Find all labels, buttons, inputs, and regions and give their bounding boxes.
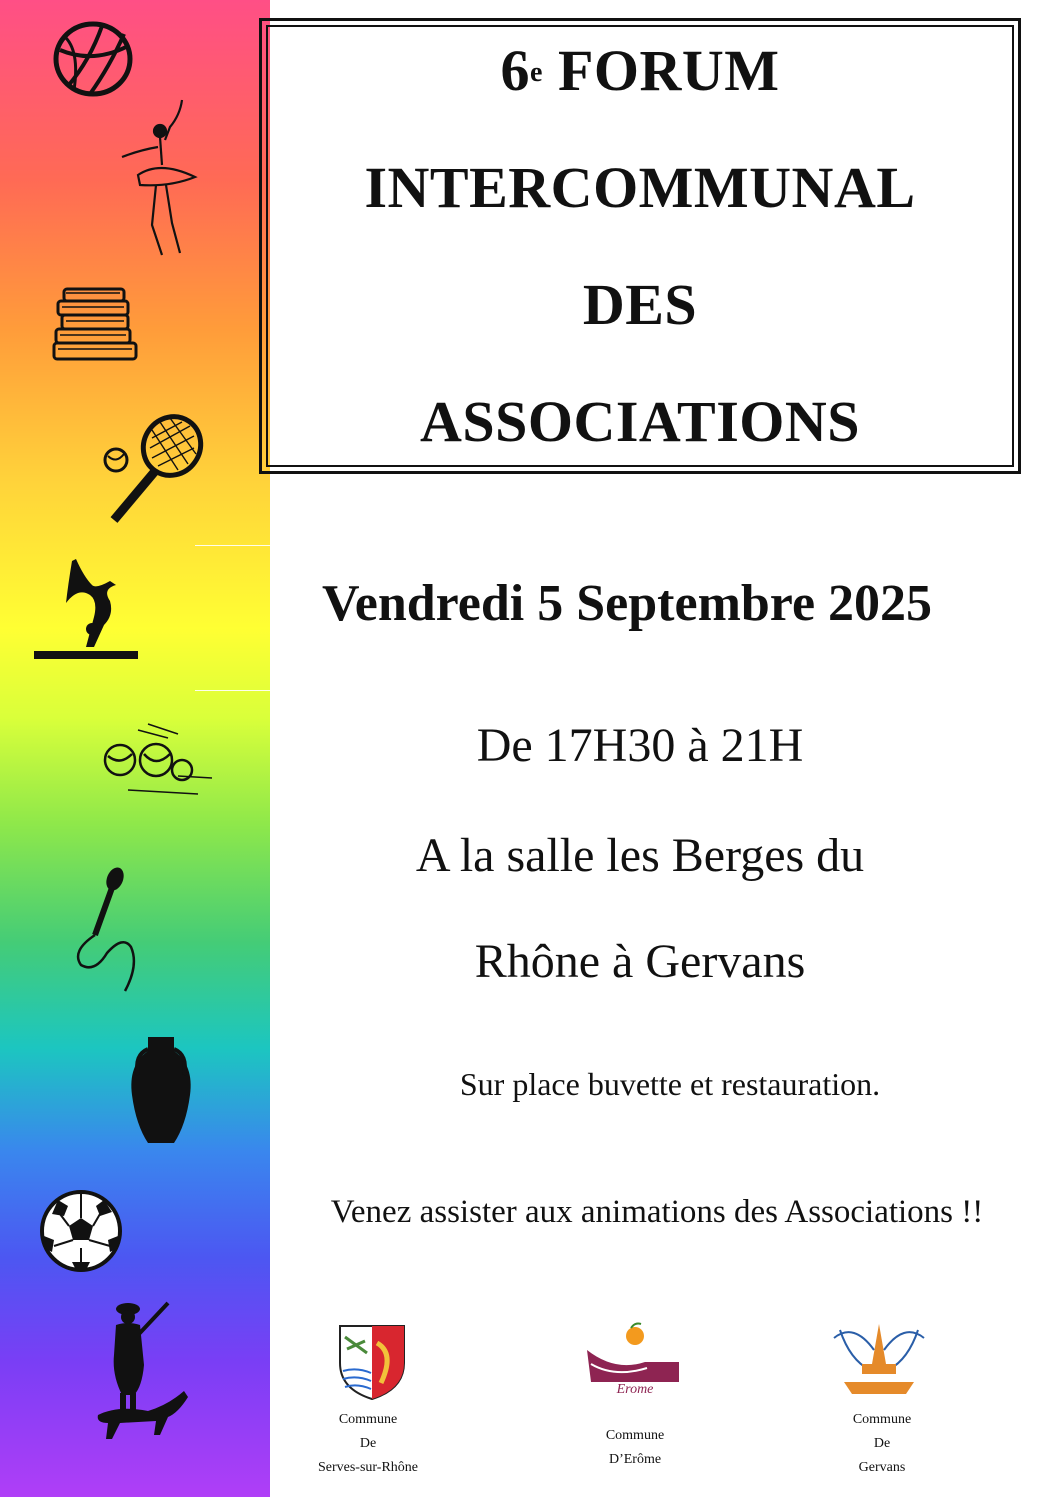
commune-caption-erome: Commune D’Erôme bbox=[605, 1428, 665, 1467]
title-box bbox=[259, 18, 1021, 474]
event-place-line-1: A la salle les Berges du bbox=[415, 829, 865, 882]
invitation-text: Venez assister aux animations des Associations !! bbox=[330, 1194, 984, 1230]
tennis-racket-icon bbox=[100, 408, 210, 526]
title-line-1: 6e FORUM bbox=[500, 38, 780, 103]
sidebar-divider bbox=[195, 690, 270, 691]
serves-coat-of-arms-logo bbox=[337, 1323, 407, 1401]
event-place-line-2: Rhône à Gervans bbox=[474, 935, 806, 988]
ballerina-icon bbox=[110, 95, 210, 260]
title-line-2: INTERCOMMUNAL bbox=[364, 155, 916, 220]
gervans-logo bbox=[830, 1320, 928, 1400]
hunter-icon bbox=[68, 1295, 198, 1445]
books-icon bbox=[50, 285, 142, 365]
gymnast-icon bbox=[32, 555, 142, 665]
petanque-icon bbox=[98, 720, 216, 798]
basketball-icon bbox=[50, 20, 136, 98]
microphone-icon bbox=[65, 865, 165, 995]
erome-logo-text: Erome bbox=[616, 1382, 654, 1397]
event-date: Vendredi 5 Septembre 2025 bbox=[321, 575, 933, 632]
title-line-4: ASSOCIATIONS bbox=[419, 389, 861, 454]
sidebar-divider bbox=[195, 545, 270, 546]
soccer-ball-icon bbox=[38, 1188, 124, 1274]
services-text: Sur place buvette et restauration. bbox=[459, 1066, 881, 1102]
vase-icon bbox=[128, 1035, 194, 1147]
commune-caption-serves: Commune De Serves-sur-Rhône bbox=[317, 1412, 419, 1475]
commune-caption-gervans: Commune De Gervans bbox=[852, 1412, 912, 1475]
event-time: De 17H30 à 21H bbox=[476, 719, 804, 772]
erome-logo bbox=[585, 1322, 681, 1398]
title-line-3: DES bbox=[582, 272, 698, 337]
